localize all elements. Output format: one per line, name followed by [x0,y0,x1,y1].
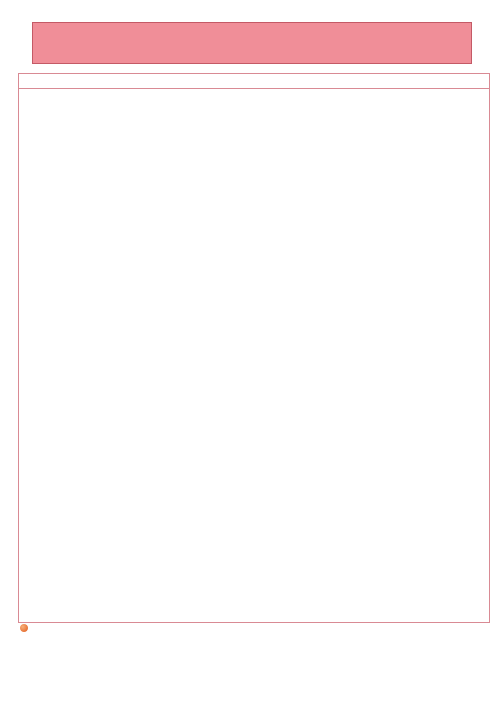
title-banner [32,22,472,64]
weekday-header [19,74,489,89]
orange-bullet-icon [20,624,28,632]
menu-calendar [18,73,490,623]
